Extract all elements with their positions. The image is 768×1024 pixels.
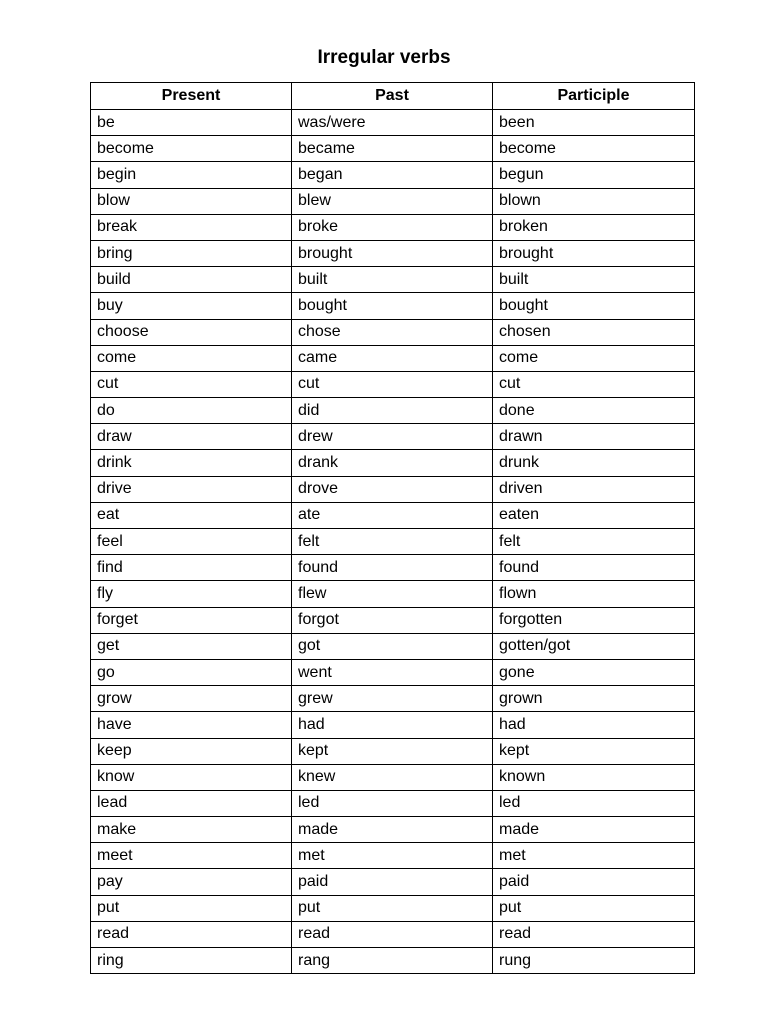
participle-cell: read — [493, 921, 695, 947]
table-row — [91, 293, 695, 319]
participle-cell: been — [493, 110, 695, 136]
past-cell: put — [292, 895, 493, 921]
past-cell: drove — [292, 476, 493, 502]
table-row — [91, 502, 695, 528]
present-cell: pay — [91, 869, 292, 895]
past-cell: built — [292, 267, 493, 293]
participle-cell: felt — [493, 529, 695, 555]
participle-cell: built — [493, 267, 695, 293]
column-header-present: Present — [91, 83, 292, 110]
past-cell: became — [292, 136, 493, 162]
past-cell: rang — [292, 948, 493, 974]
participle-cell: gone — [493, 659, 695, 685]
past-cell: felt — [292, 529, 493, 555]
present-cell: ring — [91, 948, 292, 974]
past-cell: chose — [292, 319, 493, 345]
past-cell: came — [292, 345, 493, 371]
present-cell: make — [91, 817, 292, 843]
past-cell: paid — [292, 869, 493, 895]
past-cell: forgot — [292, 607, 493, 633]
present-cell: buy — [91, 293, 292, 319]
present-cell: drink — [91, 450, 292, 476]
participle-cell: become — [493, 136, 695, 162]
present-cell: break — [91, 214, 292, 240]
participle-cell: cut — [493, 371, 695, 397]
table-row — [91, 581, 695, 607]
present-cell: grow — [91, 686, 292, 712]
participle-cell: flown — [493, 581, 695, 607]
participle-cell: kept — [493, 738, 695, 764]
past-cell: began — [292, 162, 493, 188]
past-cell: went — [292, 659, 493, 685]
present-cell: begin — [91, 162, 292, 188]
present-cell: feel — [91, 529, 292, 555]
table-row — [91, 136, 695, 162]
participle-cell: grown — [493, 686, 695, 712]
past-cell: met — [292, 843, 493, 869]
present-cell: lead — [91, 790, 292, 816]
table-row — [91, 450, 695, 476]
column-header-participle: Participle — [493, 83, 695, 110]
table-row — [91, 738, 695, 764]
present-cell: cut — [91, 371, 292, 397]
present-cell: be — [91, 110, 292, 136]
participle-cell: drunk — [493, 450, 695, 476]
participle-cell: gotten/got — [493, 633, 695, 659]
past-cell: was/were — [292, 110, 493, 136]
participle-cell: bought — [493, 293, 695, 319]
participle-cell: had — [493, 712, 695, 738]
past-cell: flew — [292, 581, 493, 607]
present-cell: know — [91, 764, 292, 790]
past-cell: had — [292, 712, 493, 738]
participle-cell: found — [493, 555, 695, 581]
participle-cell: done — [493, 398, 695, 424]
table-row — [91, 633, 695, 659]
table-row — [91, 764, 695, 790]
participle-cell: eaten — [493, 502, 695, 528]
table-body — [91, 110, 695, 974]
present-cell: blow — [91, 188, 292, 214]
irregular-verbs-table — [90, 82, 695, 974]
participle-cell: put — [493, 895, 695, 921]
past-cell: drew — [292, 424, 493, 450]
past-cell: ate — [292, 502, 493, 528]
participle-cell: met — [493, 843, 695, 869]
table-row — [91, 267, 695, 293]
table-row — [91, 607, 695, 633]
participle-cell: broken — [493, 214, 695, 240]
past-cell: broke — [292, 214, 493, 240]
present-cell: put — [91, 895, 292, 921]
present-cell: become — [91, 136, 292, 162]
page-title: Irregular verbs — [317, 47, 451, 68]
past-cell: found — [292, 555, 493, 581]
present-cell: eat — [91, 502, 292, 528]
participle-cell: blown — [493, 188, 695, 214]
table-row — [91, 162, 695, 188]
column-header-past: Past — [292, 83, 493, 110]
table-row — [91, 476, 695, 502]
participle-cell: come — [493, 345, 695, 371]
present-cell: drive — [91, 476, 292, 502]
past-cell: knew — [292, 764, 493, 790]
present-cell: keep — [91, 738, 292, 764]
present-cell: have — [91, 712, 292, 738]
present-cell: draw — [91, 424, 292, 450]
present-cell: get — [91, 633, 292, 659]
past-cell: led — [292, 790, 493, 816]
table-row — [91, 345, 695, 371]
table-row — [91, 424, 695, 450]
past-cell: did — [292, 398, 493, 424]
table-row — [91, 319, 695, 345]
table-row — [91, 398, 695, 424]
table-row — [91, 921, 695, 947]
table-row — [91, 817, 695, 843]
participle-cell: paid — [493, 869, 695, 895]
present-cell: choose — [91, 319, 292, 345]
past-cell: blew — [292, 188, 493, 214]
present-cell: build — [91, 267, 292, 293]
past-cell: brought — [292, 240, 493, 266]
table-row — [91, 529, 695, 555]
table-row — [91, 869, 695, 895]
participle-cell: drawn — [493, 424, 695, 450]
present-cell: come — [91, 345, 292, 371]
table-row — [91, 240, 695, 266]
participle-cell: made — [493, 817, 695, 843]
table-row — [91, 948, 695, 974]
present-cell: read — [91, 921, 292, 947]
table-row — [91, 712, 695, 738]
present-cell: fly — [91, 581, 292, 607]
participle-cell: chosen — [493, 319, 695, 345]
table-row — [91, 790, 695, 816]
past-cell: cut — [292, 371, 493, 397]
participle-cell: rung — [493, 948, 695, 974]
participle-cell: forgotten — [493, 607, 695, 633]
present-cell: meet — [91, 843, 292, 869]
past-cell: grew — [292, 686, 493, 712]
past-cell: read — [292, 921, 493, 947]
table-row — [91, 371, 695, 397]
table-row — [91, 659, 695, 685]
past-cell: bought — [292, 293, 493, 319]
participle-cell: brought — [493, 240, 695, 266]
present-cell: find — [91, 555, 292, 581]
participle-cell: known — [493, 764, 695, 790]
participle-cell: driven — [493, 476, 695, 502]
table-row — [91, 110, 695, 136]
past-cell: made — [292, 817, 493, 843]
table-row — [91, 895, 695, 921]
past-cell: drank — [292, 450, 493, 476]
participle-cell: begun — [493, 162, 695, 188]
present-cell: bring — [91, 240, 292, 266]
table-header-row — [91, 83, 695, 110]
past-cell: kept — [292, 738, 493, 764]
table-row — [91, 555, 695, 581]
present-cell: do — [91, 398, 292, 424]
table-row — [91, 188, 695, 214]
table-row — [91, 686, 695, 712]
table-row — [91, 843, 695, 869]
participle-cell: led — [493, 790, 695, 816]
table-row — [91, 214, 695, 240]
present-cell: forget — [91, 607, 292, 633]
present-cell: go — [91, 659, 292, 685]
past-cell: got — [292, 633, 493, 659]
